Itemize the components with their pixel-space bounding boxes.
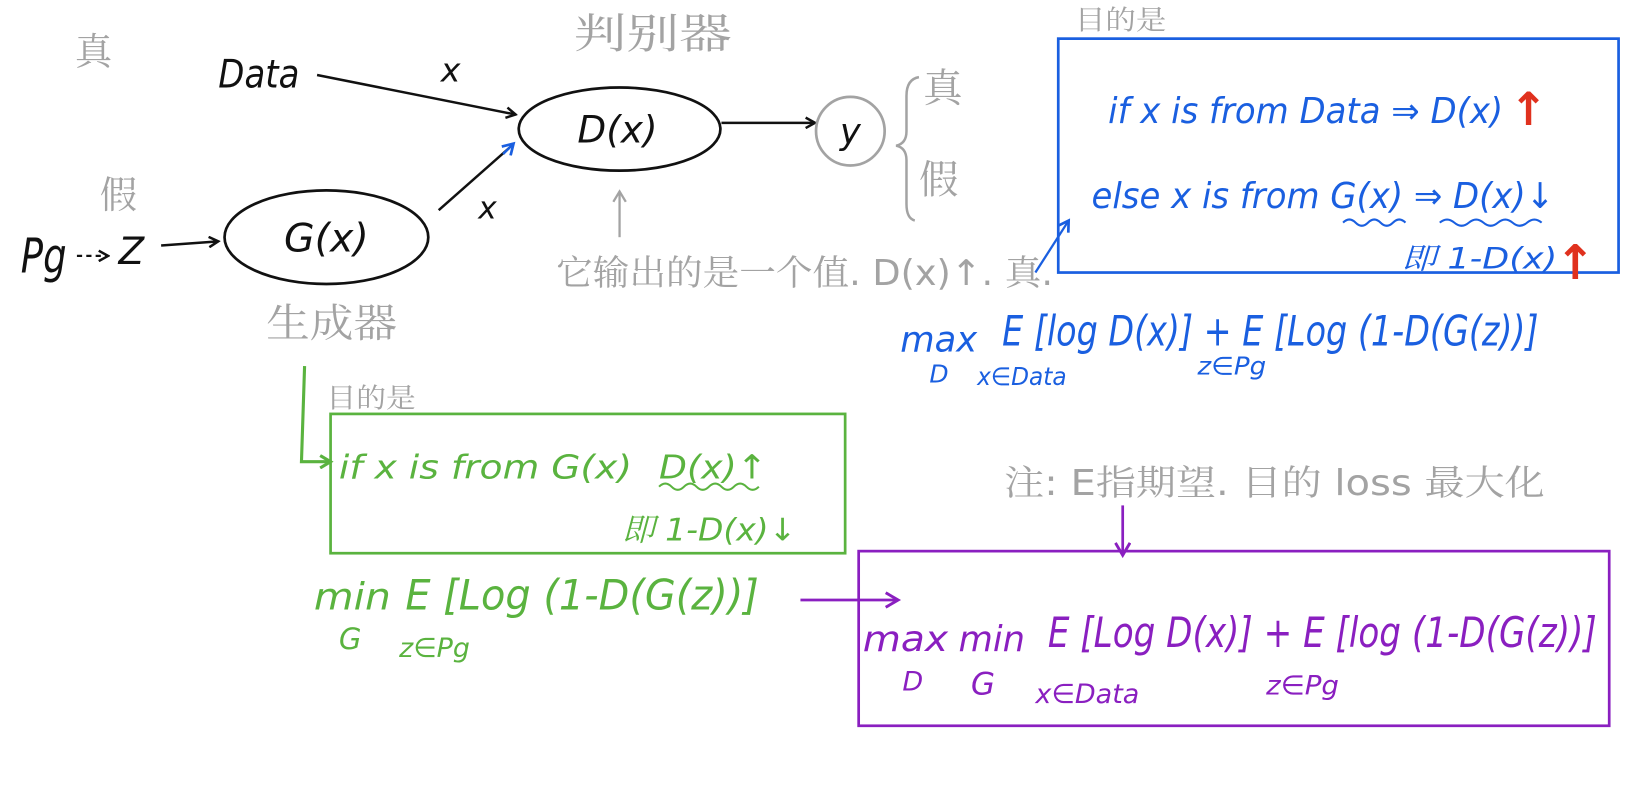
discriminator-formula-op: max	[900, 319, 979, 361]
generator-title: 生成器	[266, 300, 398, 347]
generator-goal-line1: if x is from G(x)	[338, 447, 633, 487]
discriminator-goal-line2: else x is from G(x) ⇒ D(x)↓	[1091, 176, 1555, 218]
edge-x-fake-label: x	[478, 190, 497, 227]
discriminator-node-label: D(x)	[577, 107, 658, 152]
discriminator-formula-sub2: z∈Pg	[1196, 351, 1267, 381]
noise-source-label: Pg	[20, 229, 67, 285]
data-label: Data	[218, 51, 300, 98]
generator-goal-line1-target: D(x)↑	[659, 447, 768, 487]
discriminator-goal-box	[1058, 39, 1618, 276]
discriminator-goal-line1: if x is from Data ⇒ D(x)	[1108, 90, 1504, 132]
wavy-underline-dx	[1440, 220, 1542, 226]
expectation-note: 注: E指期望. 目的 loss 最大化	[1004, 462, 1545, 504]
generator-formula-op: min	[313, 574, 391, 619]
discriminator-goal-line1-arrow: ↑	[1509, 82, 1548, 136]
generator-formula-sub1: z∈Pg	[398, 633, 470, 665]
discriminator-goal-heading: 目的是	[1074, 5, 1167, 37]
combined-op2: min	[958, 618, 1025, 660]
data-to-discriminator-arrow	[317, 75, 516, 115]
discriminator-formula-op-sub: D	[929, 359, 949, 389]
generator-to-discriminator-arrow	[439, 148, 510, 210]
combined-op1-sub: D	[902, 666, 924, 698]
noise-to-generator-arrow	[161, 241, 218, 245]
generator-formula-op-sub: G	[338, 621, 362, 656]
discriminator-goal-line3-arrow: ↑	[1555, 235, 1596, 291]
output-fake-label: 假	[918, 157, 959, 204]
combined-op1: max	[862, 618, 950, 660]
discriminator-title: 判别器	[573, 8, 732, 58]
fake-label: 假	[99, 173, 138, 218]
combined-body: E [Log D(x)] + E [log (1-D(G(z))]	[1047, 607, 1597, 657]
noise-label: Z	[118, 229, 145, 274]
discriminator-output-note: 它输出的是一个值. D(x)↑. 真.	[556, 253, 1054, 295]
generator-arrow-tip	[503, 144, 513, 154]
output-brace	[896, 77, 919, 220]
output-real-label: 真	[923, 66, 963, 113]
combined-sub1: x∈Data	[1034, 678, 1140, 710]
discriminator-goal-line3: 即 1-D(x)	[1401, 241, 1558, 276]
generator-goal-line2: 即 1-D(x)↓	[621, 512, 797, 549]
output-node-label: y	[839, 111, 861, 153]
discriminator-formula-sub1: x∈Data	[976, 361, 1067, 391]
discriminator-formula-body: E [log D(x)] + E [Log (1-D(G(z))]	[1002, 306, 1539, 356]
edge-x-real-label: x	[440, 50, 461, 90]
generator-formula-body: E [Log (1-D(G(z))]	[405, 570, 759, 620]
wavy-underline-gx	[1343, 220, 1405, 226]
generator-node-label: G(x)	[284, 215, 369, 262]
combined-op2-sub: G	[970, 666, 996, 703]
combined-sub2: z∈Pg	[1265, 670, 1339, 702]
real-label: 真	[74, 29, 113, 74]
generator-goal-heading: 目的是	[326, 383, 416, 415]
